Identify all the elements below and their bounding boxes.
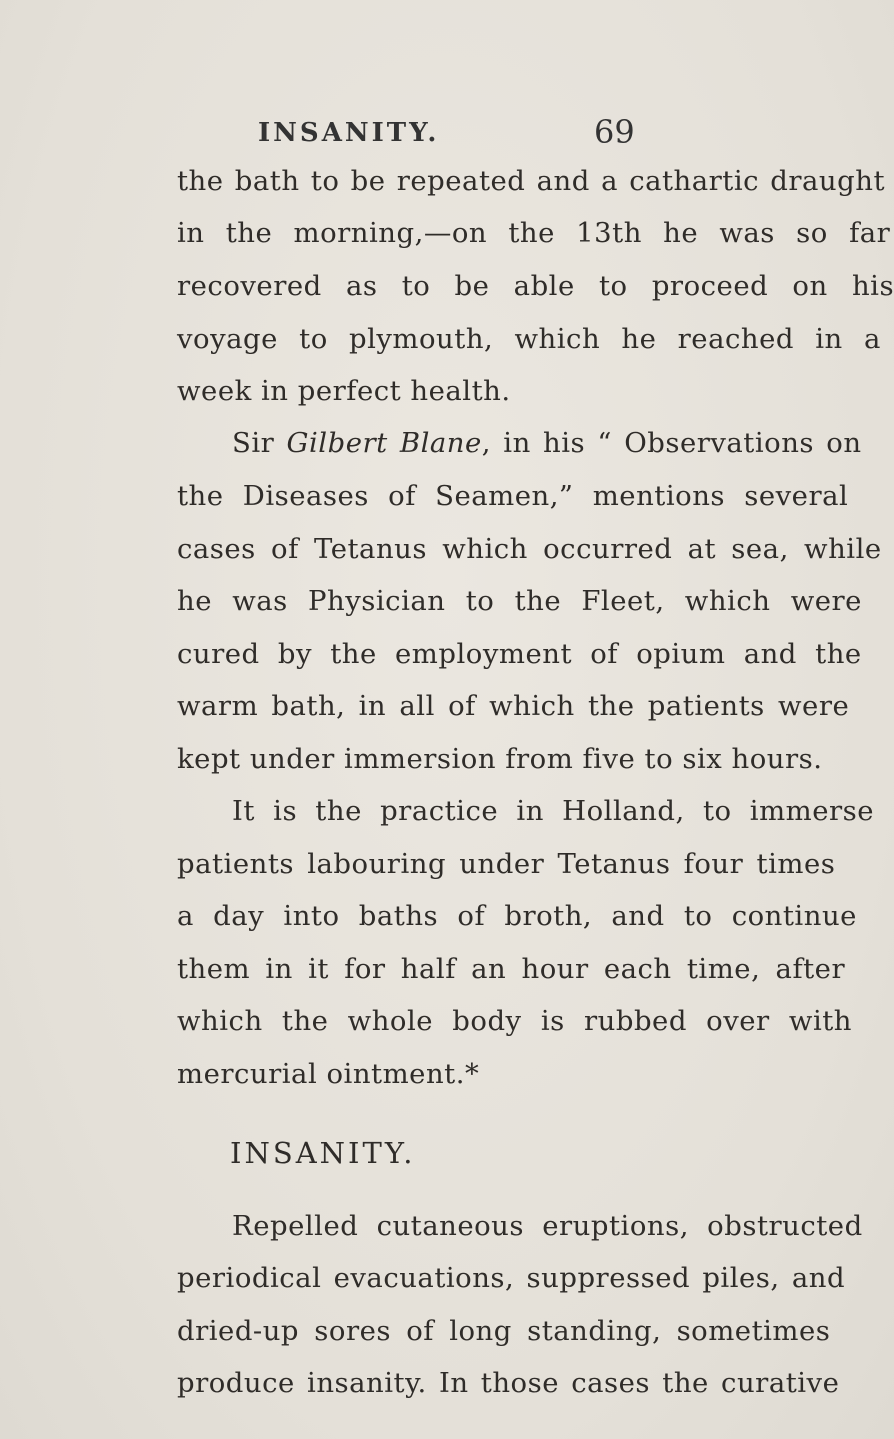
body-line: It is the practice in Holland, to immerse [232,795,875,827]
body-line: the bath to be repeated and a cathartic draught [177,165,886,197]
body-line: cured by the employment of opium and the [177,638,862,670]
body-line: which the whole body is rubbed over with [177,1005,853,1037]
author-name-italic: Gilbert Blane [286,427,482,459]
page-number: 69 [594,113,635,151]
body-line: dried-up sores of long standing, sometimes [177,1315,831,1347]
body-line [232,427,862,459]
body-line: periodical evacuations, suppressed piles, and [177,1262,846,1294]
text-run: Sir [232,427,287,459]
body-line: produce insanity. In those cases the curative [177,1367,840,1399]
body-line: cases of Tetanus which occurred at sea, while [177,533,882,565]
body-line: a day into baths of broth, and to continue [177,900,857,932]
body-line: the Diseases of Seamen,” mentions several [177,480,849,512]
body-line: Repelled cutaneous eruptions, obstructed [232,1210,863,1242]
body-line: recovered as to be able to proceed on his [177,270,894,302]
body-line: mercurial ointment.* [177,1058,480,1090]
body-line: them in it for half an hour each time, after [177,953,846,985]
body-line: kept under immersion from five to six hours. [177,743,823,775]
running-head: INSANITY. [258,118,440,148]
text-run: , in his “ Observations on [481,427,862,459]
body-line: patients labouring under Tetanus four times [177,848,836,880]
section-heading: INSANITY. [230,1136,416,1170]
body-line: week in perfect health. [177,375,511,407]
body-line: voyage to plymouth, which he reached in a [177,323,881,355]
body-line: he was Physician to the Fleet, which were [177,585,862,617]
body-line: in the morning,—on the 13th he was so far [177,217,891,249]
body-line: warm bath, in all of which the patients were [177,690,850,722]
